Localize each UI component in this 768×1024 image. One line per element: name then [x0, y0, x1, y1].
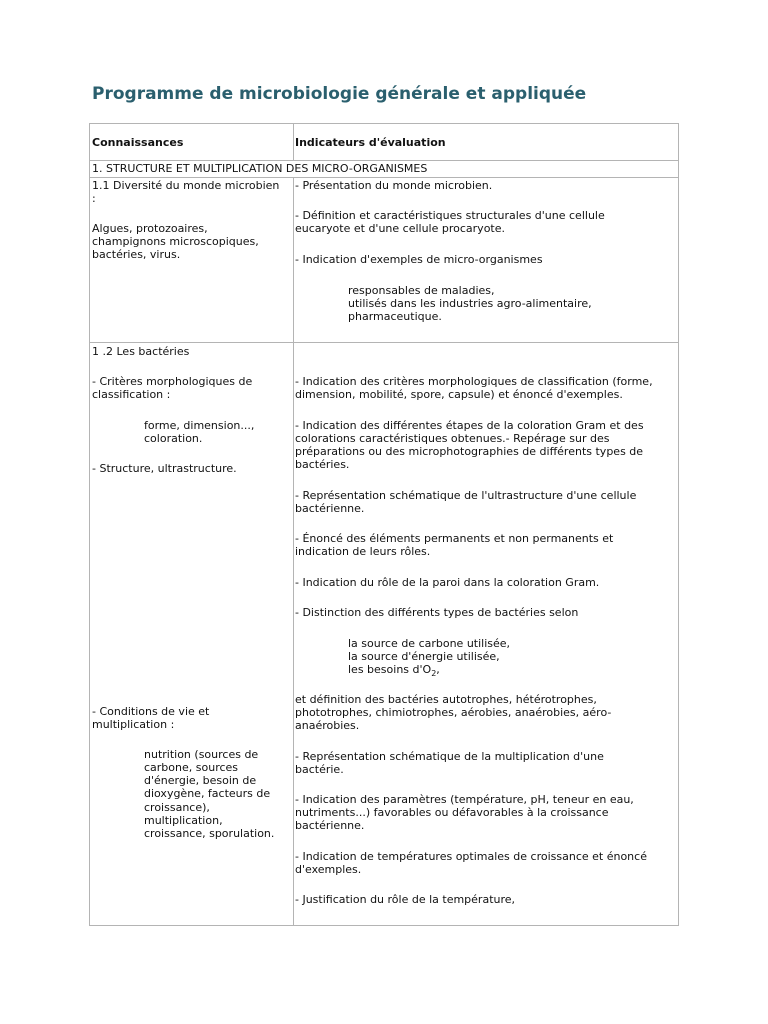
subsection-heading: : [92, 192, 96, 205]
knowledge-list-item: d'énergie, besoin de [144, 774, 257, 787]
knowledge-text: classification : [92, 388, 171, 401]
indicator-text: indication de leurs rôles. [295, 545, 431, 558]
indicator-text: colorations caractéristiques obtenues.- Repérage sur des [295, 432, 610, 445]
knowledge-text: - Conditions de vie et [92, 705, 210, 718]
indicator-text: - Indication des paramètres (température, pH, teneur en eau, [295, 793, 634, 806]
indicator-list-item: utilisés dans les industries agro-alimentaire, [348, 297, 592, 310]
indicator-text: - Justification du rôle de la température, [295, 893, 516, 906]
subsection-heading: 1.1 Diversité du monde microbien [92, 179, 280, 192]
knowledge-text: - Structure, ultrastructure. [92, 462, 237, 475]
indicator-text: - Indication des différentes étapes de la coloration Gram et des [295, 419, 644, 432]
indicator-text: - Définition et caractéristiques structurales d'une cellule [295, 209, 605, 222]
knowledge-text: multiplication : [92, 718, 175, 731]
page-title: Programme de microbiologie générale et appliquée [92, 84, 587, 104]
indicator-text: bactérienne. [295, 819, 365, 832]
indicator-text: préparations ou des microphotographies de différents types de [295, 445, 644, 458]
knowledge-list-item: dioxygène, facteurs de [144, 787, 271, 800]
indicator-text: bactérienne. [295, 502, 365, 515]
knowledge-list-item: croissance), [144, 801, 210, 814]
indicator-text: - Indication du rôle de la paroi dans la coloration Gram. [295, 576, 600, 589]
knowledge-list-item: croissance, sporulation. [144, 827, 275, 840]
indicator-list-item: les besoins $d'O_2$, [348, 663, 440, 679]
knowledge-list-item: multiplication, [144, 814, 223, 827]
knowledge-list-item: coloration. [144, 432, 203, 445]
indicator-text: nutriments...) favorables ou défavorables à la croissance [295, 806, 609, 819]
knowledge-list-item: forme, dimension..., [144, 419, 255, 432]
indicator-text: bactérie. [295, 763, 344, 776]
indicator-text: bactéries. [295, 458, 350, 471]
knowledge-list-item: carbone, sources [144, 761, 239, 774]
indicator-text: phototrophes, chimiotrophes, aérobies, anaérobies, aéro- [295, 706, 612, 719]
column-header-indicators: Indicateurs d'évaluation [295, 136, 446, 149]
row-divider [90, 177, 678, 178]
indicator-text: et définition des bactéries autotrophes, hétérotrophes, [295, 693, 597, 706]
indicator-text: - Indication de températures optimales de croissance et énoncé [295, 850, 647, 863]
indicator-text: - Distinction des différents types de bactéries selon [295, 606, 579, 619]
indicator-text: anaérobies. [295, 719, 360, 732]
column-header-knowledge: Connaissances [92, 136, 184, 149]
indicator-text: - Présentation du monde microbien. [295, 179, 493, 192]
column-divider [293, 124, 294, 160]
knowledge-text: bactéries, virus. [92, 248, 181, 261]
indicator-list-item: la source de carbone utilisée, [348, 637, 511, 650]
indicator-text: - Représentation schématique de la multiplication d'une [295, 750, 604, 763]
subsection-heading: 1 .2 Les bactéries [92, 345, 190, 358]
program-table [89, 123, 679, 926]
indicator-text: d'exemples. [295, 863, 362, 876]
indicator-text: - Indication des critères morphologiques de classification (forme, [295, 375, 653, 388]
knowledge-text: - Critères morphologiques de [92, 375, 253, 388]
indicator-text: dimension, mobilité, spore, capsule) et énoncé d'exemples. [295, 388, 623, 401]
indicator-list-item: la source d'énergie utilisée, [348, 650, 500, 663]
column-divider [293, 177, 294, 925]
row-divider [90, 342, 678, 343]
indicator-text: - Énoncé des éléments permanents et non permanents et [295, 532, 614, 545]
indicator-list-item: responsables de maladies, [348, 284, 495, 297]
indicator-text: - Indication d'exemples de micro-organismes [295, 253, 543, 266]
indicator-text: - Représentation schématique de l'ultrastructure d'une cellule [295, 489, 637, 502]
indicator-text: eucaryote et d'une cellule procaryote. [295, 222, 505, 235]
knowledge-text: Algues, protozoaires, [92, 222, 208, 235]
knowledge-list-item: nutrition (sources de [144, 748, 259, 761]
knowledge-text: champignons microscopiques, [92, 235, 259, 248]
section-title: 1. STRUCTURE ET MULTIPLICATION DES MICRO-ORGANISMES [92, 162, 428, 175]
row-divider [90, 160, 678, 161]
indicator-list-item: pharmaceutique. [348, 310, 442, 323]
